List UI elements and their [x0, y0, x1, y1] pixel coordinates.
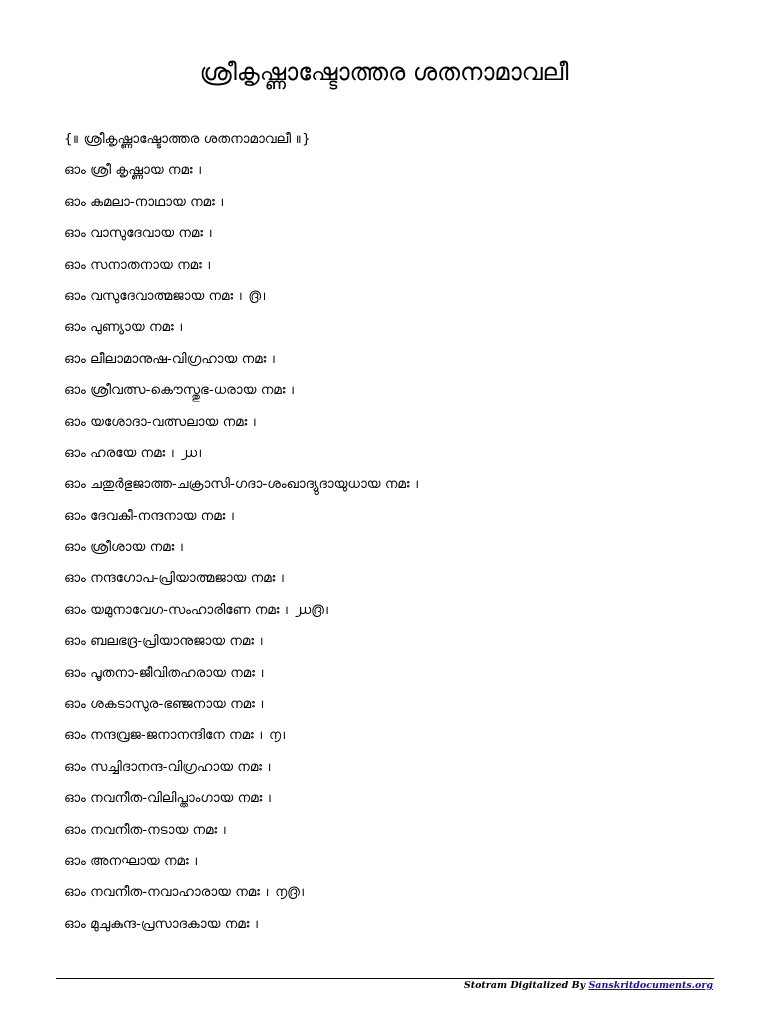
stotra-line: ഓം യശോദാ-വത്സലായ നമഃ ।: [64, 413, 259, 430]
stotra-line: ഓം സച്ചിദാനന്ദ-വിഗ്രഹായ നമഃ ।: [64, 758, 274, 775]
stotra-line: ഓം വാസുദേവായ നമഃ ।: [64, 225, 215, 242]
stotra-line: ഓം ശകടാസുര-ഭഞ്ജനായ നമഃ ।: [64, 696, 266, 713]
stotra-line: ഓം ലീലാമാനുഷ-വിഗ്രഹായ നമഃ ।: [64, 350, 278, 367]
stotra-line: ഓം ചതുർഭുജാത്ത-ചക്രാസി-ഗദാ-ശംഖാദ്യുദായുധായ നമഃ ।: [64, 476, 421, 493]
stotra-line: ഓം അനഘായ നമഃ ।: [64, 852, 200, 869]
stotra-line: ഓം ബലഭദ്ര-പ്രിയാനുജായ നമഃ ।: [64, 633, 266, 650]
stotra-line: ഓം കമലാ-നാഥായ നമഃ ।: [64, 193, 226, 210]
footer-credit-text: Stotram Digitalized By: [463, 980, 589, 991]
stotra-line: ഓം മുചുകുന്ദ-പ്രസാദകായ നമഃ ।: [64, 915, 261, 932]
footer-divider: [56, 978, 714, 979]
stotra-line: ഓം ശ്രീവത്സ-കൌസ്തുഭ-ധരായ നമഃ ।: [64, 382, 297, 399]
page-title: ശ്രീകൃഷ്ണാഷ്ടോത്തര ശതനാമാവലീ: [199, 58, 569, 86]
footer-source-link[interactable]: Sanskritdocuments.org: [588, 980, 713, 991]
stotra-line: ഓം ഹരയേ നമഃ । ൰।: [64, 444, 204, 461]
stotra-line: ഓം പൂതനാ-ജീവിതഹരായ നമഃ ।: [64, 664, 266, 681]
footer-credit: [464, 980, 713, 992]
stotra-line: ഓം പുണ്യായ നമഃ ।: [64, 319, 185, 336]
stotra-line: ഓം ദേവകീ-നന്ദനായ നമഃ ।: [64, 507, 237, 524]
stotra-line: ഓം നവനീത-നടായ നമഃ ।: [64, 821, 229, 838]
stotra-line: ഓം ശ്രീ കൃഷ്ണായ നമഃ ।: [64, 162, 204, 179]
stotra-line: ഓം വസുദേവാത്മജായ നമഃ । ൫।: [64, 287, 268, 304]
stotra-line: ഓം യമുനാവേഗ-സംഹാരിണേ നമഃ । ൰൫।: [64, 601, 331, 618]
stotra-heading-line: {॥ ശ്രീകൃഷ്ണാഷ്ടോത്തര ശതനാമാവലീ ॥}: [64, 131, 311, 147]
stotra-line: ഓം നവനീത-വിലിപ്താംഗായ നമഃ ।: [64, 790, 274, 807]
stotra-line: ഓം നവനീത-നവാഹാരായ നമഃ । ൱൫।: [64, 884, 307, 901]
stotra-line: ഓം ശ്രീശായ നമഃ ।: [64, 539, 186, 556]
stotra-lines: [64, 124, 744, 940]
stotra-line: ഓം നന്ദവ്രജ-ജനാനന്ദിനേ നമഃ । ൱।: [64, 727, 288, 744]
stotra-line: ഓം നന്ദഗോപ-പ്രിയാത്മജായ നമഃ ।: [64, 570, 287, 587]
stotra-line: ഓം സനാതനായ നമഃ ।: [64, 256, 213, 273]
